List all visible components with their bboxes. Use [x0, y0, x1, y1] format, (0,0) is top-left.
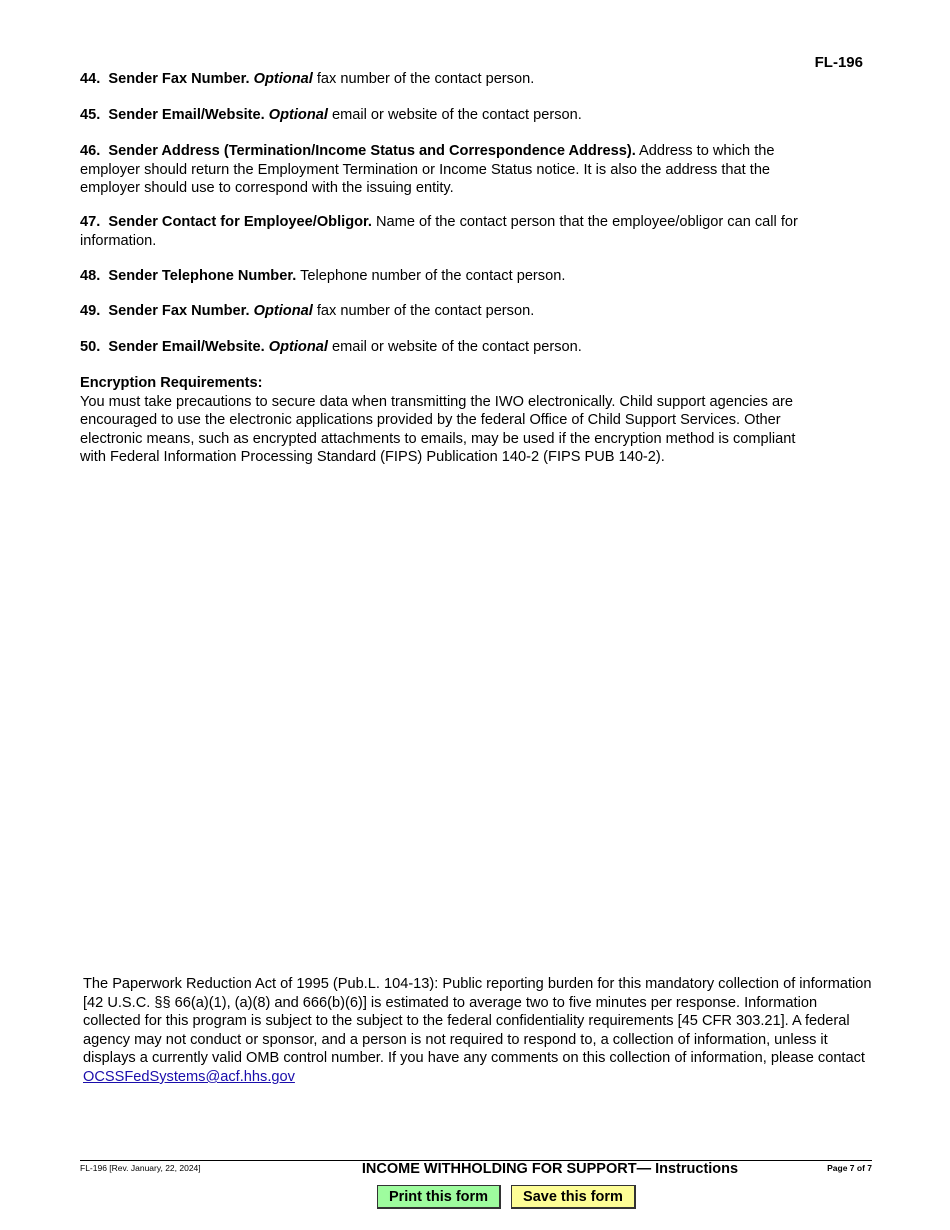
item-45	[80, 106, 860, 125]
encryption-section	[80, 374, 810, 467]
footer-page-number: Page 7 of 7	[827, 1163, 872, 1173]
item-44	[80, 70, 860, 89]
footer-revision: FL-196 [Rev. January, 22, 2024]	[80, 1163, 201, 1173]
form-id: FL-196	[814, 54, 863, 71]
item-text: email or website of the contact person.	[331, 107, 582, 123]
paperwork-text: The Paperwork Reduction Act of 1995 (Pub.L. 104-13): Public reporting burden for this mandatory collection of information [42 U.S.C. §§ 66(a)(1), (a)(8) and 666(b)(6)] is estimated to average two to five minutes per response. Information collected for this program is subject to the subject to the federal confidentiality requirements [45 CFR 303.21]. A federal agency may not conduct or sponsor, and a person is not required to respond to, a collection of information, unless it displays a currently valid OMB control number. If you have any comments on this collection of information, please contact	[83, 976, 872, 1067]
item-number: 47.	[80, 214, 101, 230]
item-title: Sender Telephone Number.	[108, 268, 297, 284]
optional-label: Optional	[253, 71, 313, 87]
item-48	[80, 267, 860, 286]
encryption-text: You must take precautions to secure data when transmitting the IWO electronically. Child support agencies are encouraged to use the electronic applications provided by the federal Office of Child Support Services. Other electronic means, such as encrypted attachments to emails, may be used if the encryption method is compliant with Federal Information Processing Standard (FIPS) Publication 140-2 (FIPS PUB 140-2).	[80, 393, 796, 465]
item-46	[80, 142, 810, 198]
optional-label: Optional	[253, 303, 313, 319]
item-number: 48.	[80, 268, 101, 284]
item-number: 50.	[80, 339, 101, 355]
print-button[interactable]: Print this form	[377, 1185, 501, 1209]
paperwork-reduction-notice	[83, 975, 878, 1087]
item-47	[80, 213, 870, 250]
item-text: Telephone number of the contact person.	[300, 268, 566, 284]
item-text: Name of the contact person that the employee/obligor can call for information.	[80, 214, 798, 249]
item-title: Sender Fax Number.	[108, 303, 250, 319]
optional-label: Optional	[268, 339, 328, 355]
item-50	[80, 338, 860, 357]
item-text: Address to which the employer should return the Employment Termination or Income Status notice. It is also the address that the employer should use to correspond with the issuing entity.	[80, 143, 775, 196]
contact-email-link[interactable]: OCSSFedSystems@acf.hhs.gov	[83, 1068, 295, 1085]
item-number: 45.	[80, 107, 101, 123]
item-number: 44.	[80, 71, 101, 87]
item-number: 49.	[80, 303, 101, 319]
optional-label: Optional	[268, 107, 328, 123]
item-title: Sender Email/Website.	[108, 339, 265, 355]
item-49	[80, 302, 860, 321]
item-title: Sender Address (Termination/Income Status and Correspondence Address).	[108, 143, 636, 159]
save-button[interactable]: Save this form	[511, 1185, 636, 1209]
footer-title: INCOME WITHHOLDING FOR SUPPORT— Instructions	[361, 1161, 739, 1177]
item-number: 46.	[80, 143, 101, 159]
item-text: fax number of the contact person.	[316, 71, 535, 87]
item-text: fax number of the contact person.	[316, 303, 535, 319]
item-title: Sender Email/Website.	[108, 107, 265, 123]
item-title: Sender Fax Number.	[108, 71, 250, 87]
encryption-heading: Encryption Requirements:	[80, 375, 263, 391]
item-text: email or website of the contact person.	[331, 339, 582, 355]
item-title: Sender Contact for Employee/Obligor.	[108, 214, 372, 230]
